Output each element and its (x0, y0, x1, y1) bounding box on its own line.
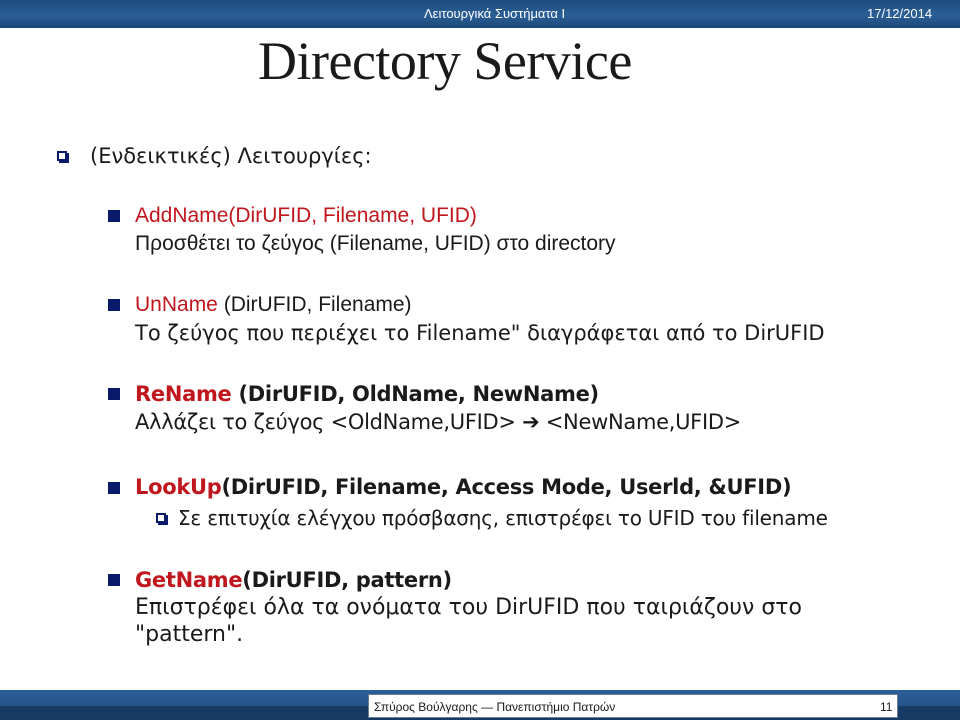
lookup-args: (DirUFID, Filename, Access Mode, Userld, &UFID) (221, 475, 792, 499)
footer-university: Πανεπιστήμιο Πατρών (496, 700, 616, 714)
addname-description: Προσθέτει το ζεύγος (Filename, UFID) στο directory (135, 232, 616, 255)
page-number: 11 (880, 700, 893, 714)
filled-square-bullet-icon (108, 482, 120, 494)
footer-author: Σπύρος Βούλγαρης (374, 700, 478, 714)
getname-description-line1: Επιστρέφει όλα τα ονόματα του DirUFID που ταιριάζουν στο (135, 595, 802, 620)
slide-date: 17/12/2014 (867, 6, 933, 21)
rename-args: (DirUFID, OldName, NewName) (231, 382, 599, 406)
filled-square-bullet-icon (108, 210, 120, 222)
intro-text: (Ενδεικτικές) Λειτουργίες: (90, 144, 372, 168)
getname-args: (DirUFID, pattern) (242, 568, 452, 592)
rename-description (135, 409, 741, 435)
addname-name: AddName (135, 204, 229, 227)
unname-args: (DirUFID, Filename) (217, 293, 412, 316)
unname-signature (135, 292, 412, 318)
addname-signature (135, 203, 477, 229)
unname-name: UnName (135, 293, 218, 316)
getname-name: GetName (135, 568, 243, 592)
filled-square-bullet-icon (108, 388, 120, 400)
lookup-name: LookUp (135, 475, 222, 499)
slide-title: Directory Service (258, 31, 632, 91)
addname-args: (DirUFID, Filename, UFID) (228, 204, 477, 227)
rename-desc-part2: <NewName,UFID> (539, 410, 742, 434)
footer-credits (374, 700, 615, 714)
unname-description: Το ζεύγος που περιέχει το Filename" διαγράφεται από το DirUFID (135, 321, 825, 345)
lookup-signature (135, 474, 791, 500)
hollow-square-bullet-icon (57, 151, 67, 161)
filled-square-bullet-icon (108, 574, 120, 586)
rename-name: ReName (135, 382, 232, 406)
hollow-square-bullet-icon (156, 513, 166, 523)
getname-signature (135, 567, 452, 593)
course-title: Λειτουργικά Συστήματα Ι (424, 6, 566, 21)
footer-separator: — (477, 700, 497, 714)
getname-description-line2: "pattern". (135, 622, 244, 647)
lookup-subpoint: Σε επιτυχία ελέγχου πρόσβασης, επιστρέφει το UFID του filename (178, 506, 828, 530)
rename-signature (135, 381, 599, 407)
right-arrow-icon: ➔ (522, 410, 540, 434)
filled-square-bullet-icon (108, 299, 120, 311)
rename-desc-part1: Αλλάζει το ζεύγος <OldName,UFID> (135, 410, 523, 434)
